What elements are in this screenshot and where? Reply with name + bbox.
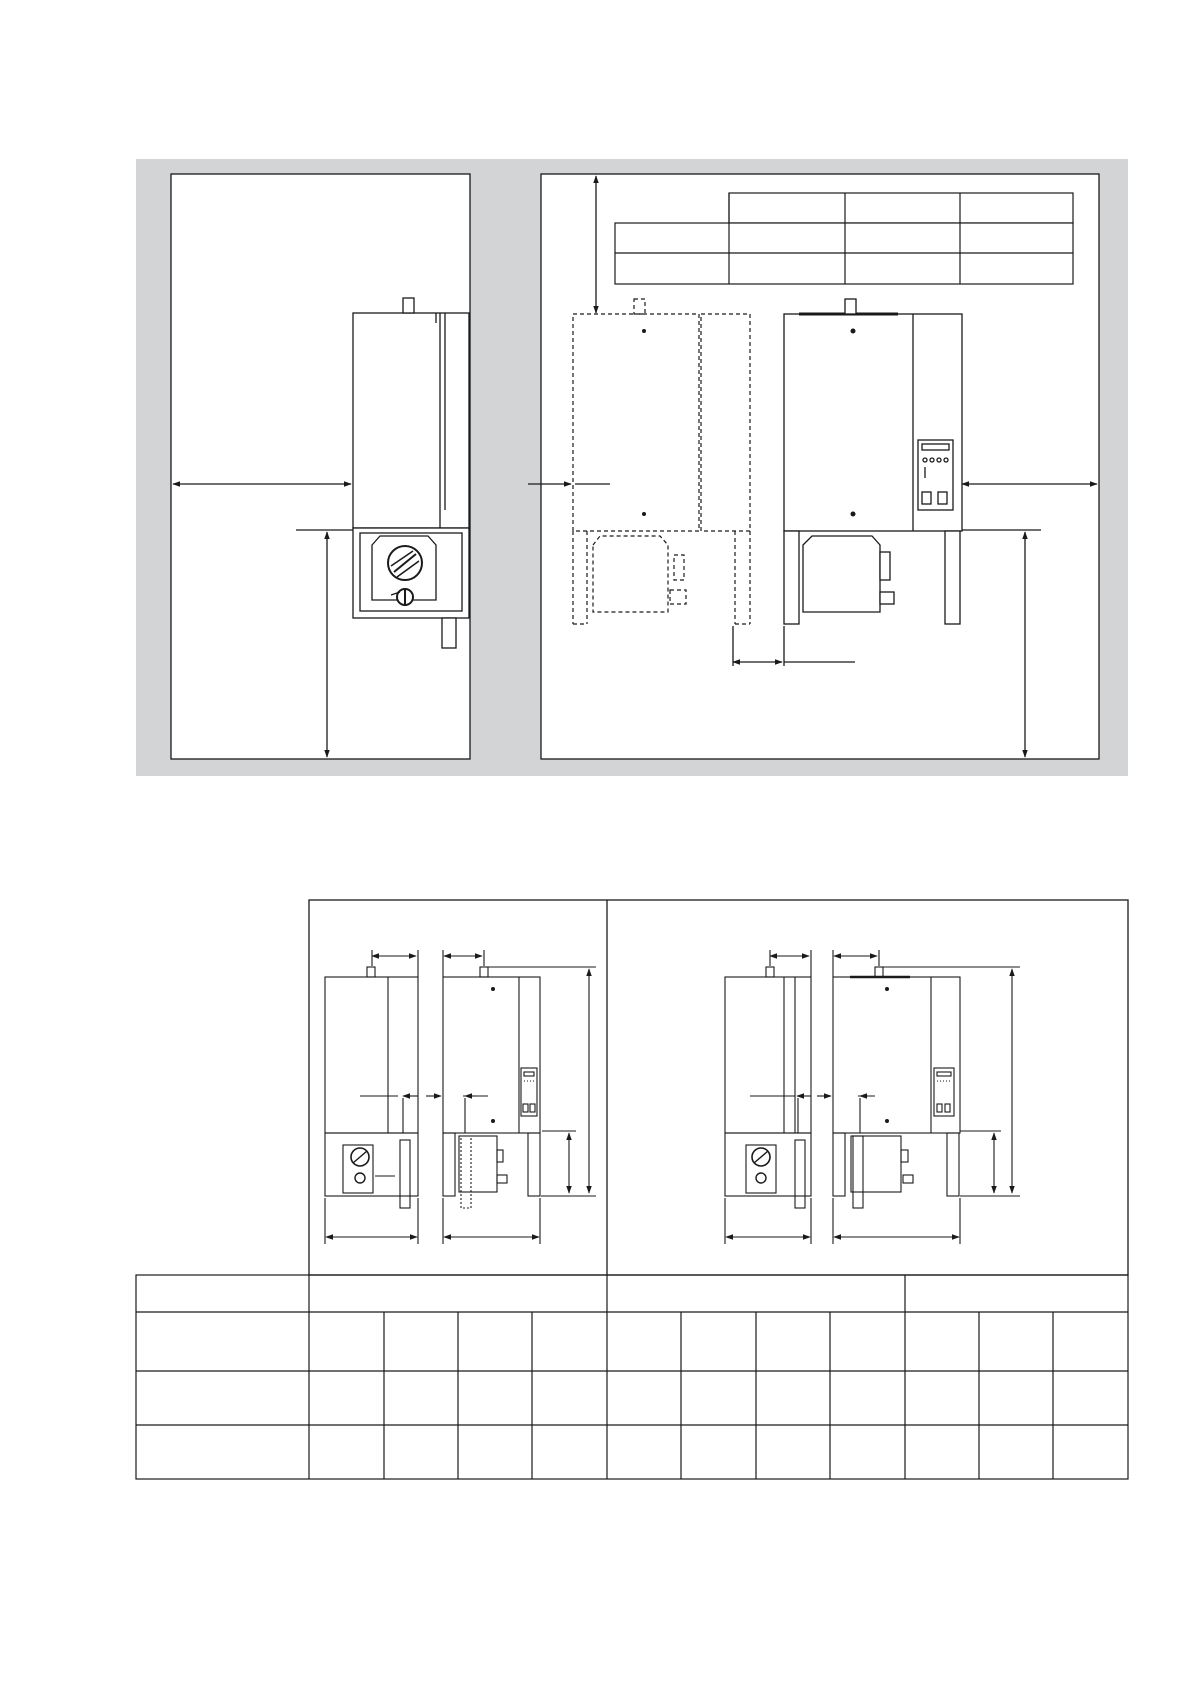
clearance-panel bbox=[136, 159, 1128, 776]
drawing-pair-large bbox=[725, 950, 1020, 1244]
model-data-grid bbox=[136, 1275, 1128, 1479]
drawing-pair-small bbox=[325, 950, 596, 1244]
model-table bbox=[136, 900, 1128, 1479]
side-view-unit bbox=[353, 298, 469, 648]
clearance-left-view bbox=[171, 174, 470, 759]
clearance-right-view bbox=[528, 174, 1099, 759]
drawing-header-cell bbox=[309, 900, 1128, 1275]
